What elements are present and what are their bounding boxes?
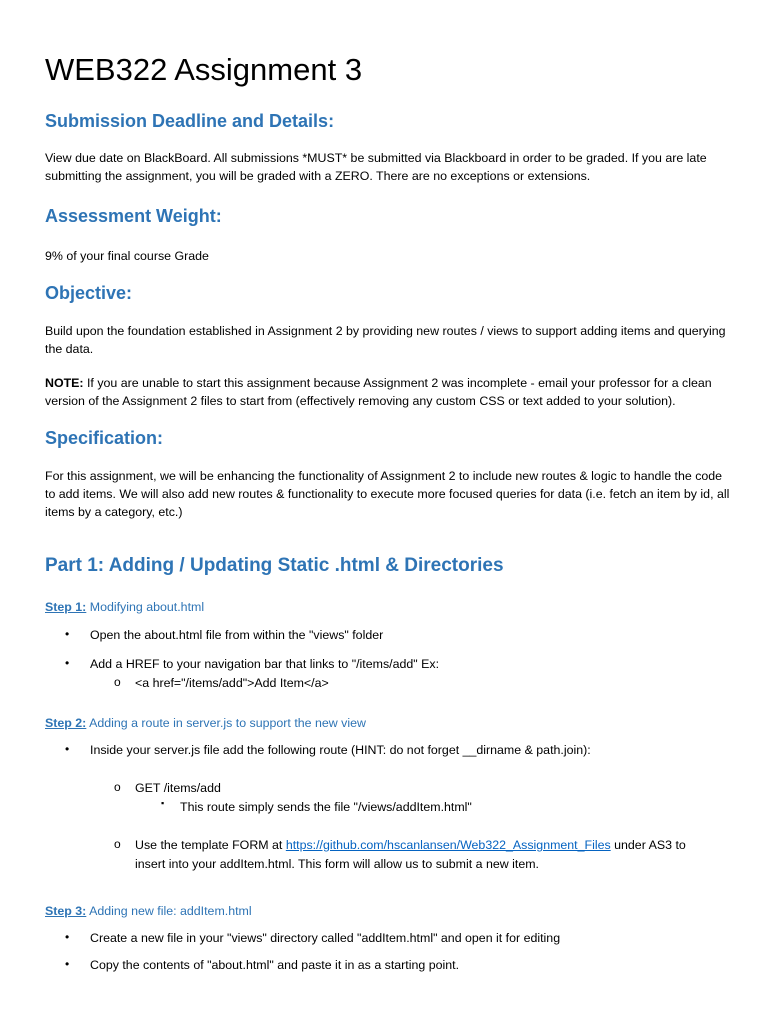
step3-title: Adding new file: addItem.html bbox=[86, 904, 252, 918]
objective-heading: Objective: bbox=[45, 283, 133, 303]
list-item: Copy the contents of "about.html" and paste it in as a starting point. bbox=[90, 958, 460, 972]
circle-bullet-icon: o bbox=[114, 675, 121, 689]
list-item: Inside your server.js file add the following route (HINT: do not forget __dirname & path.join): bbox=[90, 743, 591, 757]
weight-text: 9% of your final course Grade bbox=[45, 249, 209, 263]
list-item: <a href="/items/add">Add Item</a> bbox=[135, 676, 329, 690]
list-item bbox=[135, 836, 735, 854]
square-bullet-icon: ▪ bbox=[161, 798, 165, 808]
bullet-icon: • bbox=[65, 656, 70, 670]
page-title: WEB322 Assignment 3 bbox=[45, 52, 363, 87]
note-text: If you are unable to start this assignment because Assignment 2 was incomplete - email your professor for a clean version of the Assignment 2 files to start from (effectively removing any custom CSS or text added to your solution). bbox=[45, 376, 712, 408]
list-item: Open the about.html file from within the "views" folder bbox=[90, 628, 384, 642]
objective-note bbox=[45, 374, 735, 410]
specification-heading: Specification: bbox=[45, 428, 164, 448]
step2-label: Step 2: bbox=[45, 716, 87, 730]
step3-label: Step 3: bbox=[45, 904, 87, 918]
step2-heading bbox=[45, 716, 366, 730]
part1-heading: Part 1: Adding / Updating Static .html & Directories bbox=[45, 555, 504, 576]
list-item: Create a new file in your "views" directory called "addItem.html" and open it for editing bbox=[90, 931, 561, 945]
step1-title: Modifying about.html bbox=[86, 600, 205, 614]
circle-bullet-icon: o bbox=[114, 780, 121, 794]
deadline-heading: Submission Deadline and Details: bbox=[45, 111, 335, 131]
bullet-icon: • bbox=[65, 627, 70, 641]
list-item: GET /items/add bbox=[135, 781, 221, 795]
bullet-icon: • bbox=[65, 742, 70, 756]
note-label: NOTE: bbox=[45, 376, 84, 390]
step1-label: Step 1: bbox=[45, 600, 87, 614]
bullet-icon: • bbox=[65, 957, 70, 971]
step1-heading bbox=[45, 600, 204, 614]
github-link[interactable]: https://github.com/hscanlansen/Web322_Assignment_Files bbox=[285, 838, 611, 852]
deadline-text: View due date on BlackBoard. All submissions *MUST* be submitted via Blackboard in order to be graded. If you are late submitting the assignment, you will be graded with a ZERO. There are no exceptions or extensions. bbox=[45, 151, 707, 183]
circle-bullet-icon: o bbox=[114, 837, 121, 851]
bullet-icon: • bbox=[65, 930, 70, 944]
step3-heading bbox=[45, 904, 252, 918]
form-text-suffix: under AS3 to bbox=[610, 838, 686, 852]
list-item: Add a HREF to your navigation bar that links to "/items/add" Ex: bbox=[90, 657, 440, 671]
step2-title: Adding a route in server.js to support the new view bbox=[86, 716, 366, 730]
list-item-continuation: insert into your addItem.html. This form will allow us to submit a new item. bbox=[135, 857, 539, 871]
weight-heading: Assessment Weight: bbox=[45, 206, 222, 226]
specification-text: For this assignment, we will be enhancing the functionality of Assignment 2 to include new routes & logic to handle the code to add items. We will also add new routes & functionality to execute more focused queries for data (i.e. fetch an item by id, all items by a category, etc.) bbox=[45, 469, 730, 519]
objective-text: Build upon the foundation established in Assignment 2 by providing new routes / views to support adding items and querying the data. bbox=[45, 324, 726, 356]
form-text-prefix: Use the template FORM at bbox=[135, 838, 286, 852]
list-item: This route simply sends the file "/views/addItem.html" bbox=[180, 800, 472, 814]
